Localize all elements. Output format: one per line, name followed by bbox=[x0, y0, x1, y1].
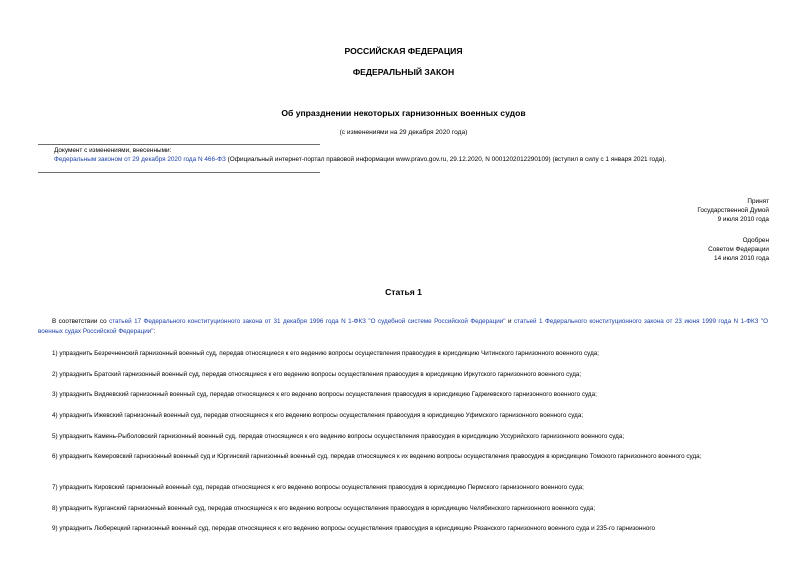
page-title: Об упразднении некоторых гарнизонных военных судов bbox=[281, 108, 526, 118]
fkz-1999-link[interactable]: статьей 1 Федерального конституционного закона от 23 июня 1999 года N 1-ФКЗ "О военных судах Российской Федерации" bbox=[38, 318, 768, 335]
intro-text-1: В соответствии со bbox=[52, 318, 110, 325]
approval-line1: Одобрен bbox=[742, 237, 769, 244]
list-item bbox=[38, 432, 768, 442]
divider-top bbox=[38, 144, 320, 145]
approval-line3: 14 июля 2010 года bbox=[714, 255, 769, 262]
changes-block bbox=[54, 146, 794, 164]
list-item-text: 8) упразднить Курганский гарнизонный военный суд, передав относящиеся к его ведению вопросы осуществления правосудия в юрисдикцию Челябинского гарнизонного военного суда; bbox=[52, 505, 596, 512]
fkz-1996-link[interactable]: статьей 17 Федерального конституционного закона от 31 декабря 1996 года N 1-ФКЗ "О судебной системе Российской Федерации" bbox=[109, 318, 506, 325]
doc-type-heading: ФЕДЕРАЛЬНЫЙ ЗАКОН bbox=[352, 67, 455, 77]
edition-note: (с изменениями на 29 декабря 2020 года) bbox=[339, 129, 468, 136]
list-item bbox=[38, 452, 768, 462]
list-item bbox=[38, 504, 768, 514]
adoption-line3: 9 июля 2010 года bbox=[717, 216, 769, 223]
list-item-text: 6) упразднить Кемеровский гарнизонный военный суд и Юргинский гарнизонный военный суд, передав относящиеся к их ведению вопросы осуществления правосудия в юрисдикцию Томского гарнизонного военного суда; bbox=[52, 453, 702, 460]
intro-text-3: : bbox=[153, 328, 156, 335]
list-item bbox=[38, 390, 768, 400]
list-item-text: 3) упразднить Видяевский гарнизонный военный суд, передав относящиеся к его ведению вопросы осуществления правосудия в юрисдикцию Гаджиевского гарнизонного военного суда; bbox=[52, 391, 597, 398]
list-item bbox=[38, 524, 768, 534]
amendment-link[interactable]: Федеральным законом от 29 декабря 2020 года N 466-ФЗ bbox=[54, 156, 226, 163]
list-item-text: 7) упразднить Кировский гарнизонный военный суд, передав относящиеся к его ведению вопросы осуществления правосудия в юрисдикцию Пермского гарнизонного военного суда; bbox=[52, 484, 584, 491]
divider-bottom bbox=[38, 172, 320, 173]
approval-line2: Советом Федерации bbox=[708, 246, 769, 253]
article-heading: Статья 1 bbox=[385, 287, 422, 297]
country-heading: РОССИЙСКАЯ ФЕДЕРАЦИЯ bbox=[344, 46, 463, 56]
list-item-text: 9) упразднить Люберецкий гарнизонный военный суд, передав относящиеся к его ведению вопросы осуществления правосудия в юрисдикцию Рязанского гарнизонного военного суда и 235-го гарнизонного bbox=[52, 525, 656, 532]
list-item bbox=[38, 349, 768, 359]
article-intro bbox=[38, 317, 768, 337]
adoption-line1: Принят bbox=[747, 198, 769, 205]
adoption-line2: Государственной Думой bbox=[697, 207, 769, 214]
intro-text-2: и bbox=[505, 318, 514, 325]
approval-block bbox=[569, 236, 769, 263]
changes-intro: Документ с изменениями, внесенными: bbox=[54, 147, 172, 154]
list-item-text: 5) упразднить Камень-Рыболовский гарнизонный военный суд, передав относящиеся к его ведению вопросы осуществления правосудия в юрисдикцию Уссурийского гарнизонного военного суда; bbox=[52, 433, 625, 440]
list-item bbox=[38, 370, 768, 380]
list-item bbox=[38, 411, 768, 421]
changes-line bbox=[54, 155, 794, 164]
list-item-text: 4) упразднить Ижевский гарнизонный военный суд, передав относящиеся к его ведению вопросы осуществления правосудия в юрисдикцию Уфимского гарнизонного военного суда; bbox=[52, 412, 584, 419]
list-item-text: 1) упразднить Безречненский гарнизонный военный суд, передав относящиеся к его ведению вопросы осуществления правосудия в юрисдикцию Читинского гарнизонного военного суда; bbox=[52, 350, 600, 357]
adoption-block bbox=[569, 197, 769, 224]
list-item-text: 2) упразднить Братский гарнизонный военный суд, передав относящиеся к его ведению вопросы осуществления правосудия в юрисдикцию Иркутского гарнизонного военного суда; bbox=[52, 371, 582, 378]
amendment-details: (Официальный интернет-портал правовой информации www.pravo.gov.ru, 29.12.2020, N 0001202012290109) (вступил в силу с 1 января 2021 года). bbox=[225, 156, 667, 163]
list-item bbox=[38, 483, 768, 493]
